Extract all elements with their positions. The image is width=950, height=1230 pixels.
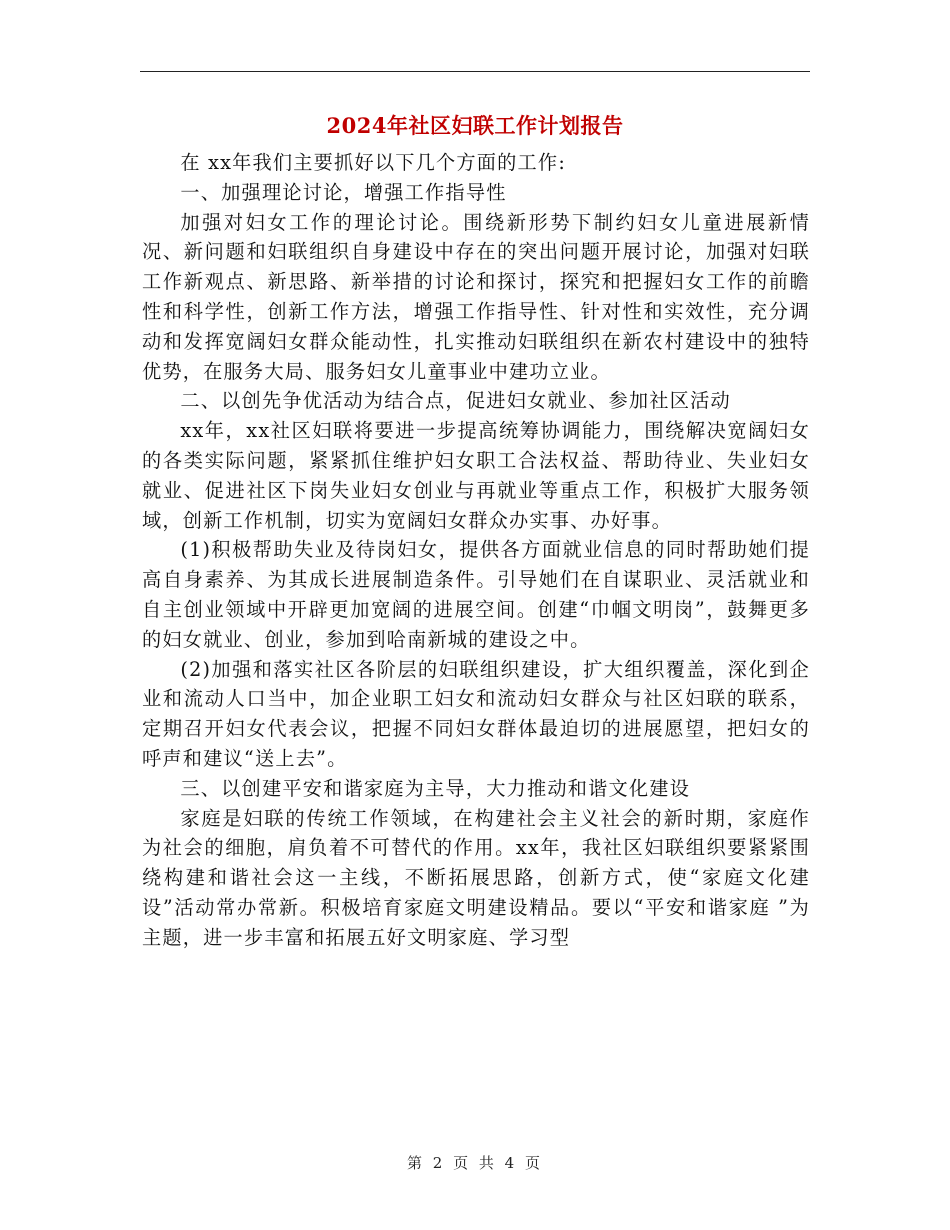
section-heading-1: 一、加强理论讨论，增强工作指导性 [180, 180, 507, 204]
document-body [142, 148, 810, 953]
section-heading-3: 三、以创建平安和谐家庭为主导，大力推动和谐文化建设 [180, 776, 691, 800]
header-rule [140, 71, 810, 72]
paragraph-section-3: 家庭是妇联的传统工作领域，在构建社会主义社会的新时期，家庭作为社会的细胞，肩负着不可替代的作用。xx年，我社区妇联组织要紧紧围绕构建和谐社会这一主线，不断拓展思路，创新方式，使“家庭文化建设”活动常办常新。积极培育家庭文明建设精品。要以“平安和谐家庭 ”为主题，进一步丰富和拓展五好文明家庭、学习型 [142, 806, 810, 949]
paragraph-item-2: (2)加强和落实社区各阶层的妇联组织建设，扩大组织覆盖，深化到企业和流动人口当中，加企业职工妇女和流动妇女群众与社区妇联的联系，定期召开妇女代表会议，把握不同妇女群体最迫切的进展愿望，把妇女的呼声和建议“送上去”。 [142, 657, 810, 770]
page-number-footer: 第 2 页 共 4 页 [407, 1154, 543, 1172]
paragraph-section-1: 加强对妇女工作的理论讨论。围绕新形势下制约妇女儿童进展新情况、新问题和妇联组织自身建设中存在的突出问题开展讨论，加强对妇联工作新观点、新思路、新举措的讨论和探讨，探究和把握妇女工作的前瞻性和科学性，创新工作方法，增强工作指导性、针对性和实效性，充分调动和发挥宽阔妇女群众能动性，扎实推动妇联组织在新农村建设中的独特优势，在服务大局、服务妇女儿童事业中建功立业。 [142, 210, 810, 383]
document-title: 2024年社区妇联工作计划报告 [326, 113, 624, 138]
paragraph-item-1: (1)积极帮助失业及待岗妇女，提供各方面就业信息的同时帮助她们提高自身素养、为其成长进展制造条件。引导她们在自谋职业、灵活就业和自主创业领域中开辟更加宽阔的进展空间。创建“巾帼文明岗”，鼓舞更多的妇女就业、创业，参加到哈南新城的建设之中。 [142, 538, 810, 651]
section-heading-2: 二、以创先争优活动为结合点，促进妇女就业、参加社区活动 [180, 389, 731, 413]
paragraph-intro: 在 xx年我们主要抓好以下几个方面的工作: [180, 151, 566, 174]
paragraph-section-2: xx年，xx社区妇联将要进一步提高统筹协调能力，围绕解决宽阔妇女的各类实际问题，紧紧抓住维护妇女职工合法权益、帮助待业、失业妇女就业、促进社区下岗失业妇女创业与再就业等重点工作，积极扩大服务领域，创新工作机制，切实为宽阔妇女群众办实事、办好事。 [142, 419, 810, 532]
